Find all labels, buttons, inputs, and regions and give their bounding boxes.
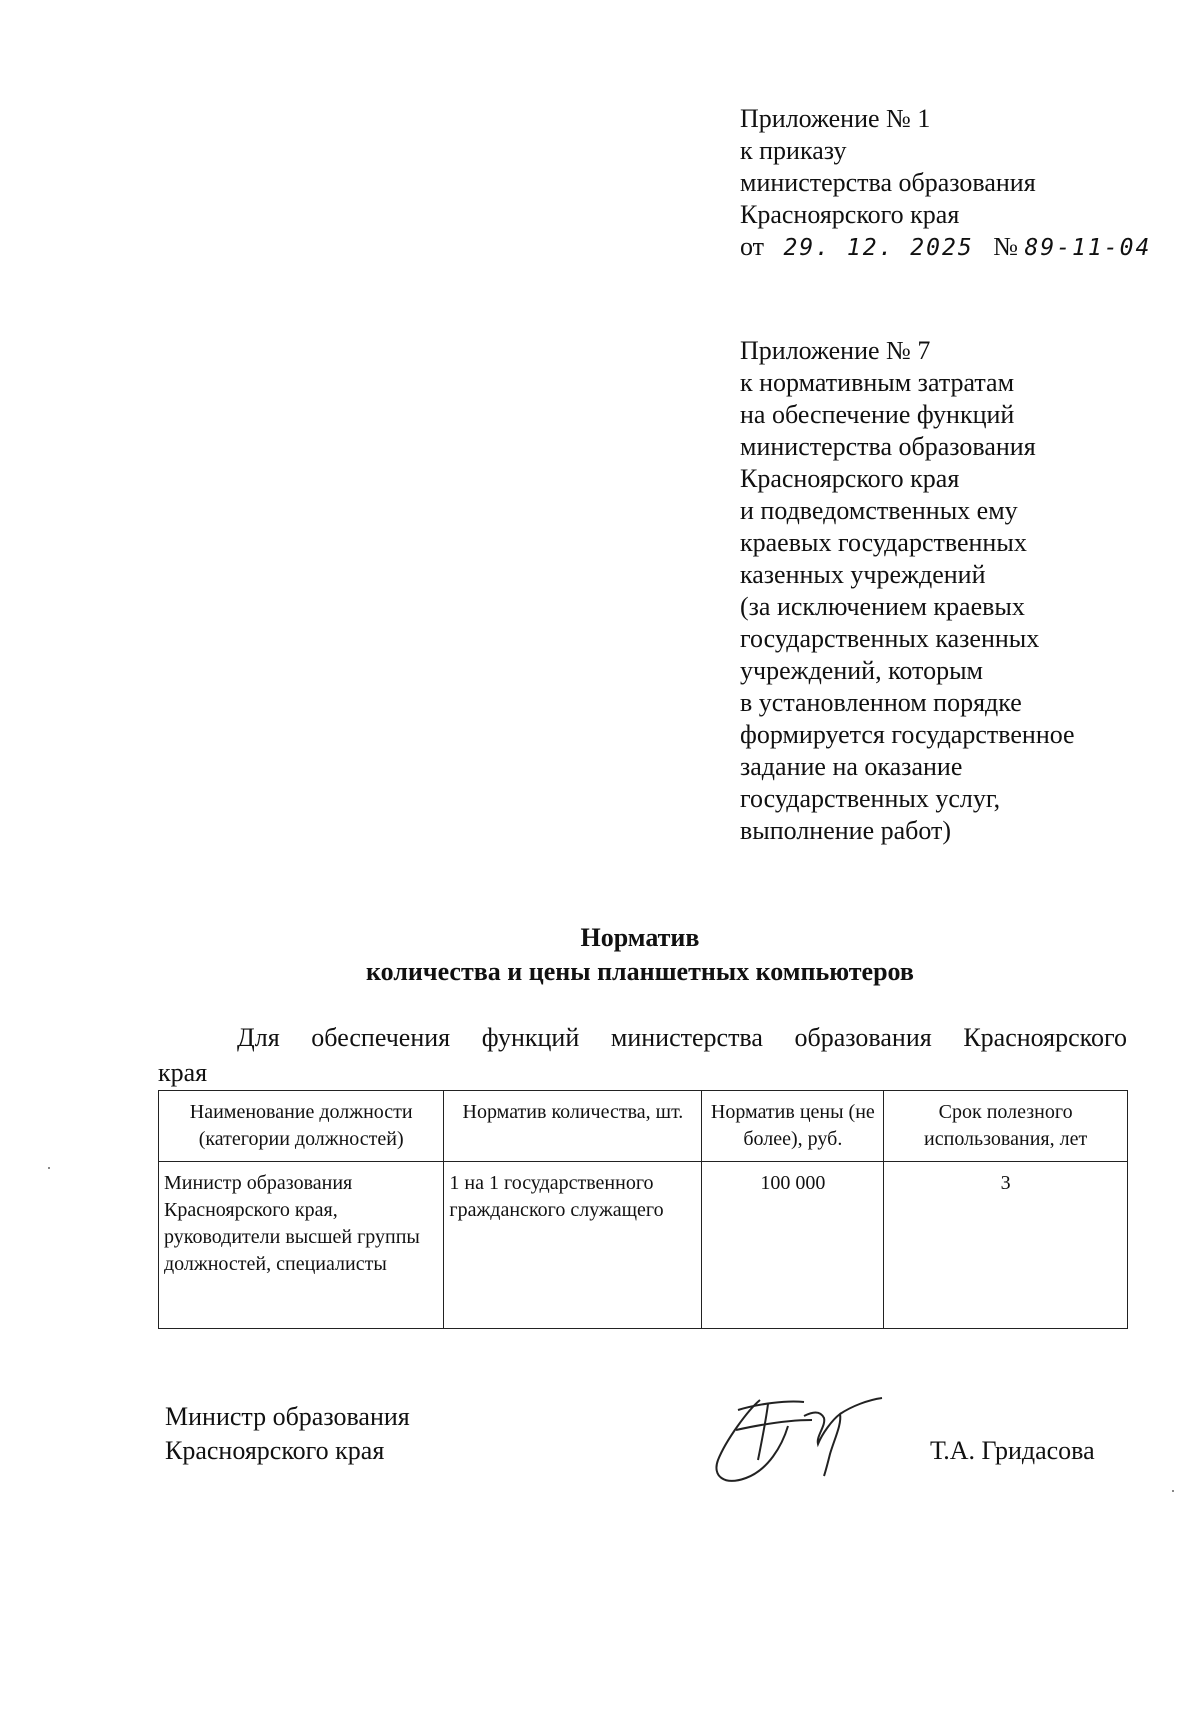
appendix-7-line: краевых государственных <box>740 528 1027 557</box>
cell-quantity: 1 на 1 государственного гражданского служащего <box>444 1162 702 1329</box>
signer-title <box>165 1400 410 1468</box>
appendix-7-line: (за исключением краевых <box>740 592 1025 621</box>
signer-title-line2: Красноярского края <box>165 1436 385 1465</box>
table-row <box>159 1162 1128 1329</box>
document-title: Норматив <box>580 923 700 952</box>
appendix-7-line: в установленном порядке <box>740 688 1022 717</box>
header-price: Норматив цены (не более), руб. <box>702 1091 884 1162</box>
document-subtitle: количества и цены планшетных компьютеров <box>366 957 914 986</box>
appendix-7-line: казенных учреждений <box>740 560 986 589</box>
appendix-1-line: к приказу <box>740 136 847 165</box>
cell-price: 100 000 <box>702 1162 884 1329</box>
appendix-7-line: на обеспечение функций <box>740 400 1015 429</box>
scan-speck <box>48 1167 50 1169</box>
order-number: 89-11-04 <box>1024 235 1152 261</box>
appendix-7-line: к нормативным затратам <box>740 368 1015 397</box>
appendix-7-line: Приложение № 7 <box>740 336 931 365</box>
signer-name: Т.А. Гридасова <box>930 1436 1095 1465</box>
appendix-7-line: задание на оказание <box>740 752 963 781</box>
appendix-7-line: государственных услуг, <box>740 784 1001 813</box>
appendix-7-line: учреждений, которым <box>740 656 984 685</box>
norm-table <box>158 1090 1128 1329</box>
signer-title-line1: Министр образования <box>165 1402 410 1431</box>
appendix-7-line: формируется государственное <box>740 720 1075 749</box>
appendix-1-block <box>740 103 1151 264</box>
appendix-7-block <box>740 335 1075 847</box>
cell-position: Министр образования Красноярского края, руководители высшей группы должностей, специалисты <box>159 1162 444 1329</box>
appendix-7-line: выполнение работ) <box>740 816 952 845</box>
scan-speck <box>1172 1490 1174 1492</box>
appendix-7-line: министерства образования <box>740 432 1036 461</box>
cell-term: 3 <box>884 1162 1128 1329</box>
appendix-1-line: Приложение № 1 <box>740 104 931 133</box>
intro-text-line1: Для обеспечения функций министерства образования Красноярского <box>237 1023 1127 1052</box>
table-header-row <box>159 1091 1128 1162</box>
order-date-line <box>740 231 1151 264</box>
header-position: Наименование должности (категории должностей) <box>159 1091 444 1162</box>
intro-text-line2: края <box>158 1058 208 1087</box>
appendix-1-line: Красноярского края <box>740 200 960 229</box>
appendix-7-line: Красноярского края <box>740 464 960 493</box>
appendix-7-line: государственных казенных <box>740 624 1040 653</box>
appendix-1-line: министерства образования <box>740 168 1036 197</box>
number-prefix: № <box>993 232 1019 261</box>
date-prefix: от <box>740 232 765 261</box>
appendix-7-line: и подведомственных ему <box>740 496 1018 525</box>
header-term: Срок полезного использования, лет <box>884 1091 1128 1162</box>
order-date: 29. 12. 2025 <box>783 235 974 261</box>
handwritten-signature <box>708 1390 888 1500</box>
header-quantity: Норматив количества, шт. <box>444 1091 702 1162</box>
